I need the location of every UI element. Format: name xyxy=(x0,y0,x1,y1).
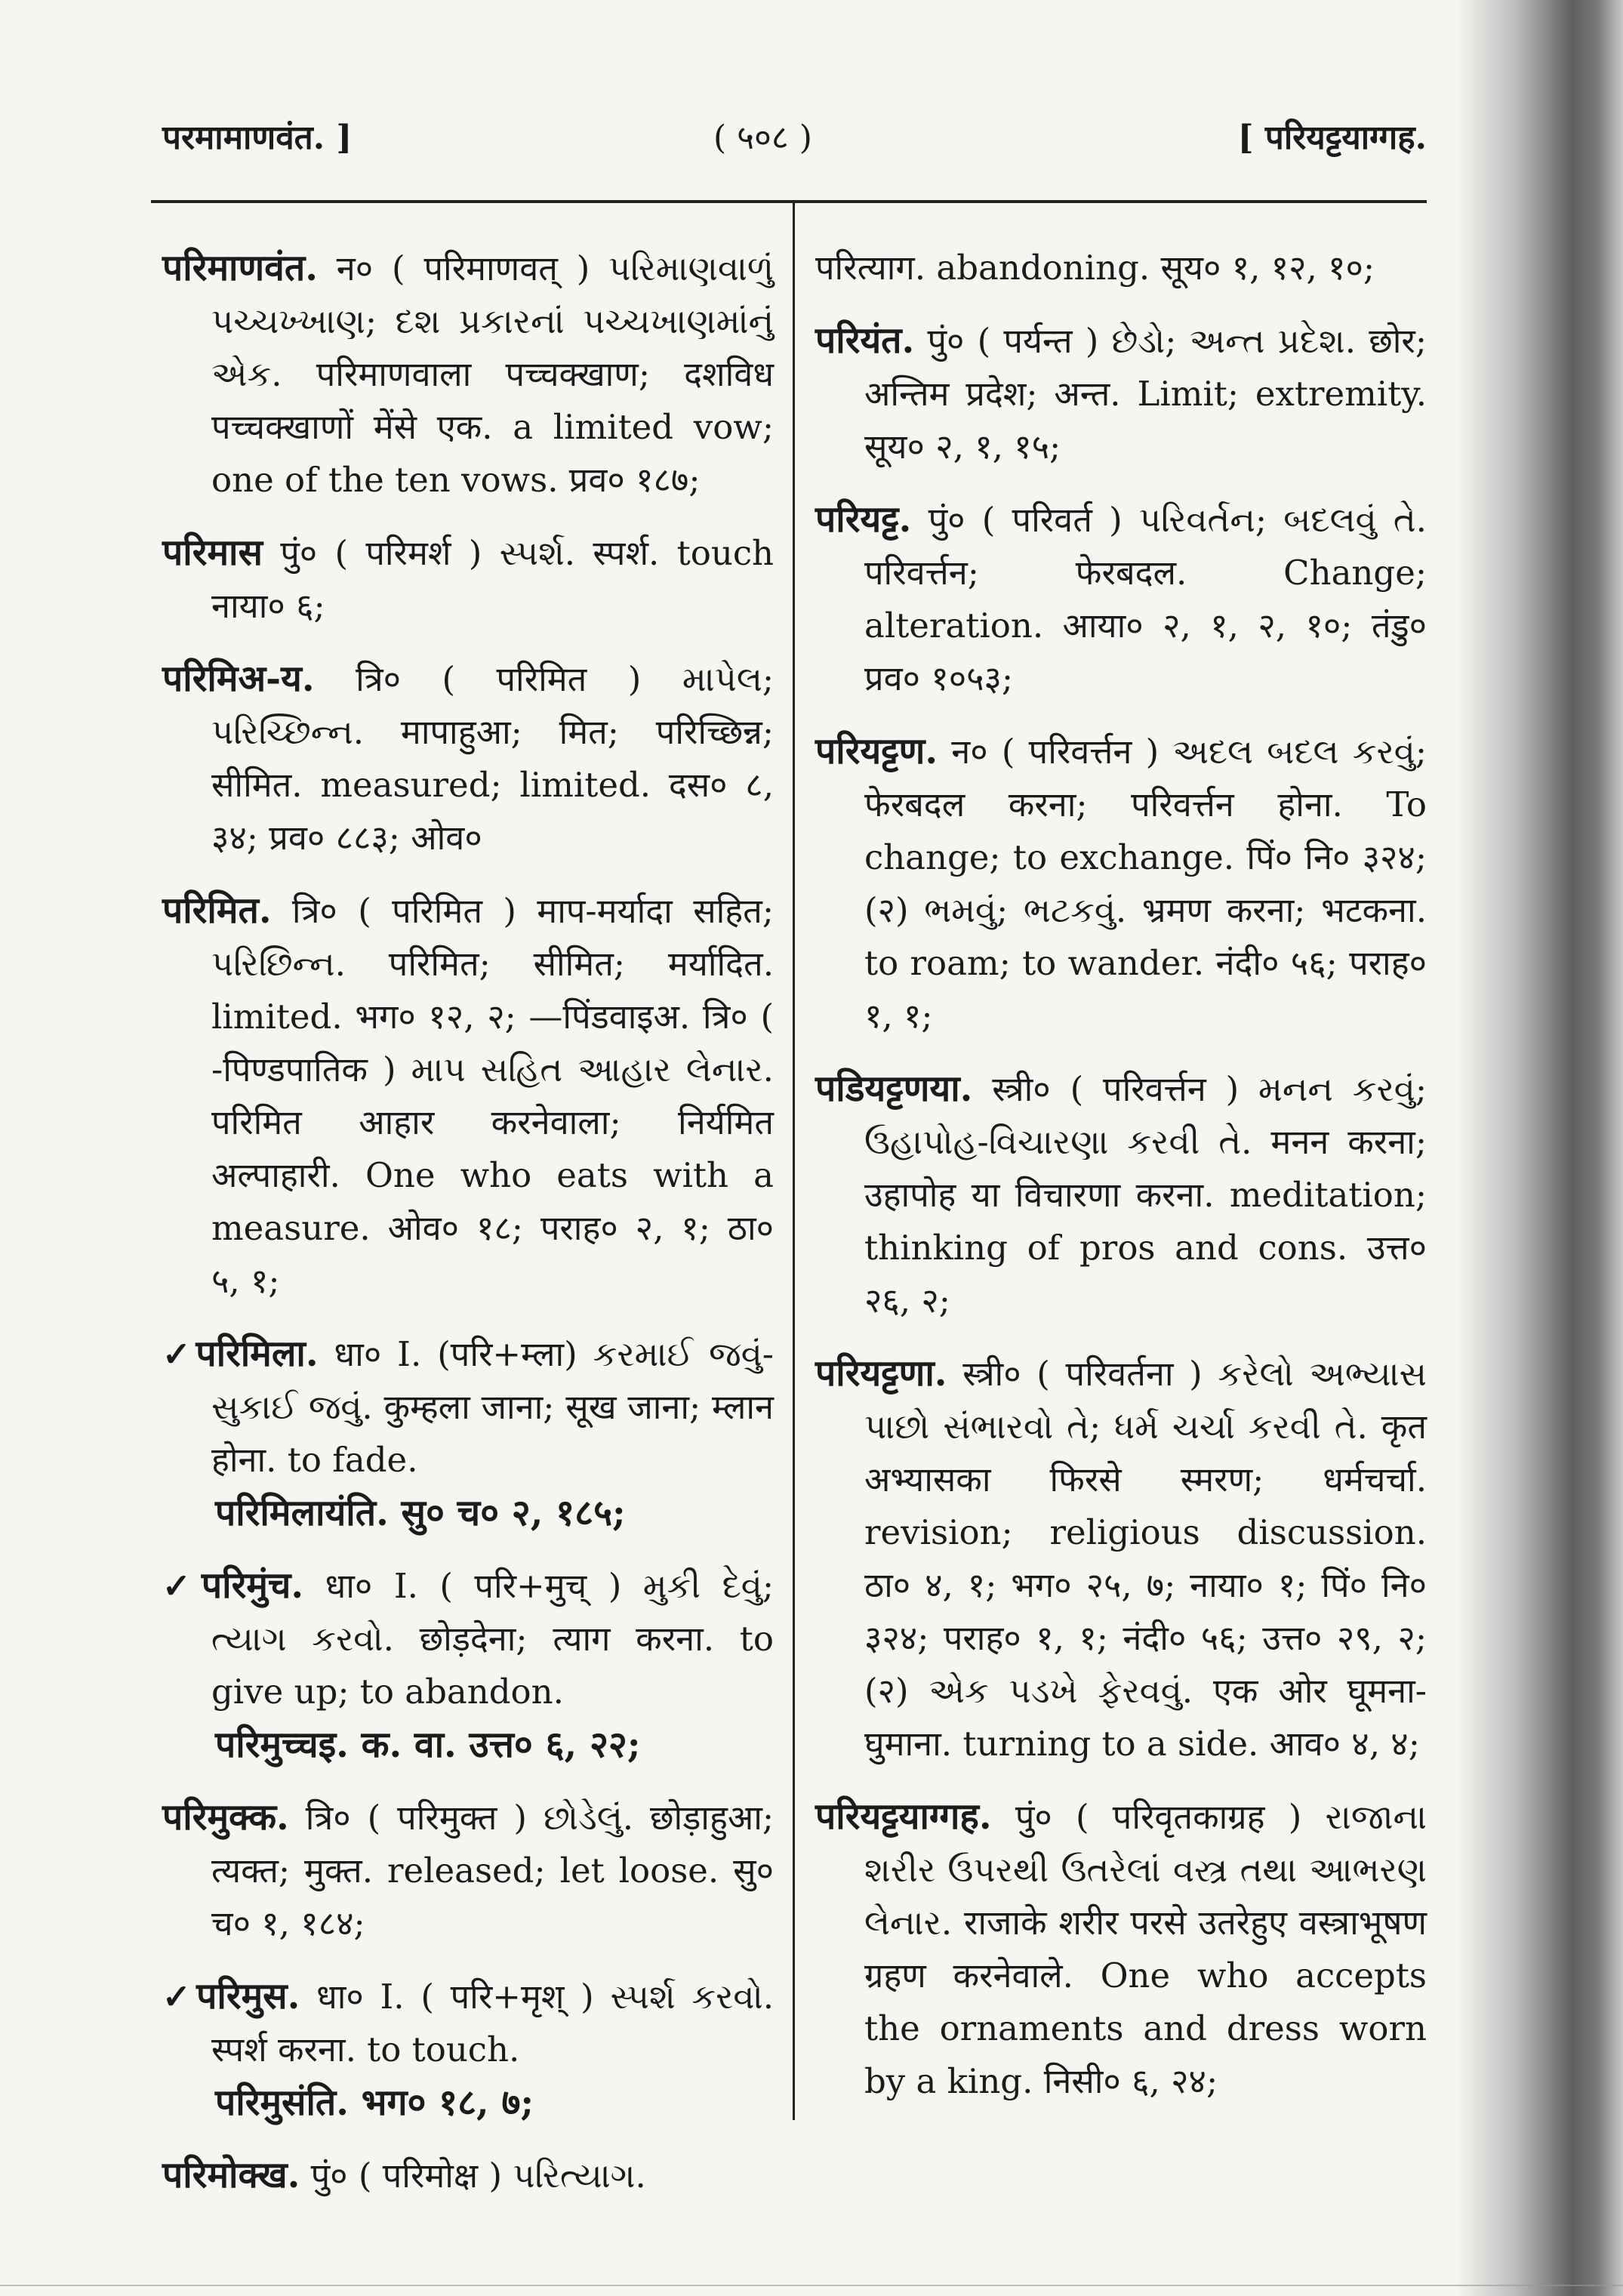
entry-definition: धा० I. (परि+म्ला) કરમાઈ જવું-સુકાઈ જવું. कुम्हला जाना; सूख जाना; म्लान होना. to fade. xyxy=(211,1334,774,1480)
entry-definition: पुं० ( परिमर्श ) સ્પર્શ. स्पर्श. touch नाया० ६; xyxy=(211,533,774,626)
dictionary-entry xyxy=(815,493,1427,705)
entry-definition: न० ( परिमाणवत् ) પરિમાણવાળું પચ્ચખ્ખાણ; દશ પ્રકારનાં પચ્ચખાણમાંનું એક. परिमाणवाला पच्चक्खाण; दशविध पच्चक्खाणों मेंसे एक. a limited vow; one of the ten vows. प्रव० १८७; xyxy=(211,248,774,500)
left-column xyxy=(162,242,774,2222)
entry-subform: परिमिलायंति. सु० च० २, १८५; xyxy=(215,1492,626,1534)
entry-definition: धा० I. ( परि+मृश् ) સ્પર્શ કરવો. स्पर्श करना. to touch. xyxy=(211,1977,774,2069)
entry-subform: परिमुसंति. भग० १८, ७; xyxy=(215,2082,534,2124)
entry-definition: त्रि० ( परिमित ) माप-मर्यादा सहित; પરિછિન્ન. परिमित; सीमित; मर्यादित. limited. भग० १२, २; —पिंडवाइअ. त्रि० ( -पिण्डपातिक ) માપ સહિત આહાર લેનાર. परिमित आहार करनेवाला; निर्यमित अल्पाहारी. One who eats with a measure. ओव० १८; पराह० २, १; ठा० ५, १; xyxy=(211,891,774,1301)
dictionary-entry xyxy=(162,652,774,864)
entry-headword: परिमित. xyxy=(162,889,272,932)
entry-subform: परिमुच्चइ. क. वा. उत्त० ६, २२; xyxy=(215,1724,641,1766)
page-edge-shadow xyxy=(1457,0,1623,2296)
entry-headword: परियट्ट. xyxy=(815,498,912,541)
entry-headword: परिमुस. xyxy=(196,1975,300,2017)
dictionary-entry xyxy=(815,1790,1427,2108)
entry-definition: पुं० ( पर्यन्त ) છેડો; અન્ત પ્રદેશ. छोर; अन्तिम प्रदेश; अन्त. Limit; extremity. सूय० २, १, १५; xyxy=(864,321,1427,467)
column-divider xyxy=(793,202,795,2120)
entry-headword: परियट्टण. xyxy=(815,730,938,772)
entry-definition: पुं० ( परिवृतकाग्रह ) રાજાના શરીર ઉપરથી ઉતરેલાં વસ્ત્ર તથા આભરણ લેનાર. राजाके शरीर परसे उतरेहुए वस्त्राभूषण ग्रहण करनेवाले. One who accepts the ornaments and dress worn by a king. निसी० ६, २४; xyxy=(864,1797,1427,2101)
page-bottom-edge xyxy=(0,2285,1623,2286)
header-left-guideword: परमामाणवंत. ] xyxy=(162,119,353,157)
page-header xyxy=(162,113,1427,166)
dictionary-entry xyxy=(162,1327,774,1539)
entry-definition: त्रि० ( परिमित ) માપેલ; પરિચ્છિન્ન. मापाहुआ; मित; परिच्छिन्न; सीमित. measured; limited. दस० ८, ३४; प्रव० ८८३; ओव० xyxy=(211,659,774,858)
entry-definition: धा० I. ( परि+मुच् ) મુકી દેવું; ત્યાગ કરવો. छोड़देना; त्याग करना. to give up; to abandon. xyxy=(211,1566,774,1712)
entry-definition: पुं० ( परिवर्त ) પરિવર્તન; બદલવું તે. परिवर्त्तन; फेरबदल. Change; alteration. आया० २, १, २, १०; तंडु० प्रव० १०५३; xyxy=(864,500,1427,698)
entry-headword: परिमुंच. xyxy=(201,1564,304,1607)
dictionary-entry xyxy=(815,1062,1427,1327)
header-right-guideword: [ परियट्टयाग्गह. xyxy=(1237,119,1427,157)
entry-headword: परिमुक्क. xyxy=(162,1796,289,1838)
dictionary-entry xyxy=(815,1347,1427,1771)
entry-headword: परियंत. xyxy=(815,319,915,362)
entry-headword: परिमिला. xyxy=(196,1333,319,1375)
header-rule xyxy=(151,200,1427,203)
entry-headword: परियट्टयाग्गह. xyxy=(815,1795,992,1838)
dictionary-entry xyxy=(815,725,1427,1043)
entry-definition: परित्याग. abandoning. सूय० १, १२, १०; xyxy=(815,248,1375,288)
entry-headword: परिमिअ-य. xyxy=(162,658,315,700)
entry-definition: पुं० ( परिमोक्ष ) પરિત્યાગ. xyxy=(300,2156,646,2196)
entry-definition: न० ( परिवर्त्तन ) અદલ બદલ કરવું; फेरबदल करना; परिवर्त्तन होना. To change; to exchange. पिं० नि० ३२४; (२) ભમવું; ભટકવું. भ्रमण करना; भटकना. to roam; to wander. नंदी० ५६; पराह० १, १; xyxy=(864,732,1427,1036)
dictionary-entry xyxy=(162,526,774,633)
right-column xyxy=(815,242,1427,2128)
dictionary-entry xyxy=(162,1970,774,2129)
entry-headword: परिमोक्ख. xyxy=(162,2154,300,2196)
verb-tick-mark: ✓ xyxy=(162,1566,202,1606)
entry-definition: त्रि० ( परिमुक्त ) છોડેલું. छोड़ाहुआ; त्यक्त; मुक्त. released; let loose. सु० च० १, १८४; xyxy=(211,1798,774,1943)
dictionary-entry-continued xyxy=(815,242,1427,294)
dictionary-entry xyxy=(162,2149,774,2202)
dictionary-entry xyxy=(162,1559,774,1771)
entry-headword: परिमास xyxy=(162,532,263,574)
entry-headword: पडियट्टणया. xyxy=(815,1068,973,1110)
verb-tick-mark: ✓ xyxy=(162,1977,197,2017)
page-number: ( ५०८ ) xyxy=(713,119,812,157)
entry-definition: स्त्री० ( परिवर्तना ) કરેલો અભ્યાસ પાછો સંભારવો તે; ધર્મ ચર્ચા કરવી તે. कृत अभ्यासका फिरसे स्मरण; धर्मचर्चा. revision; religious discussion. ठा० ४, १; भग० २५, ७; नाया० १; पिं० नि० ३२४; पराह० १, १; नंदी० ५६; उत्त० २९, २; (२) એક પડખે ફેરવવું. एक ओर घूमना-घुमाना. turning to a side. आव० ४, ४; xyxy=(864,1354,1427,1764)
dictionary-entry xyxy=(815,314,1427,473)
dictionary-entry xyxy=(162,884,774,1308)
entry-headword: परिमाणवंत. xyxy=(162,247,318,289)
verb-tick-mark: ✓ xyxy=(162,1334,196,1374)
entry-headword: परियट्टणा. xyxy=(815,1352,947,1395)
dictionary-entry xyxy=(162,1791,774,1950)
entry-definition: स्त्री० ( परिवर्त्तन ) મનન કરવું; ઉહાપોહ-વિચારણા કરવી તે. मनन करना; उहापोह या विचारणा करना. meditation; thinking of pros and cons. उत्त० २६, २; xyxy=(864,1069,1427,1321)
dictionary-entry xyxy=(162,242,774,507)
